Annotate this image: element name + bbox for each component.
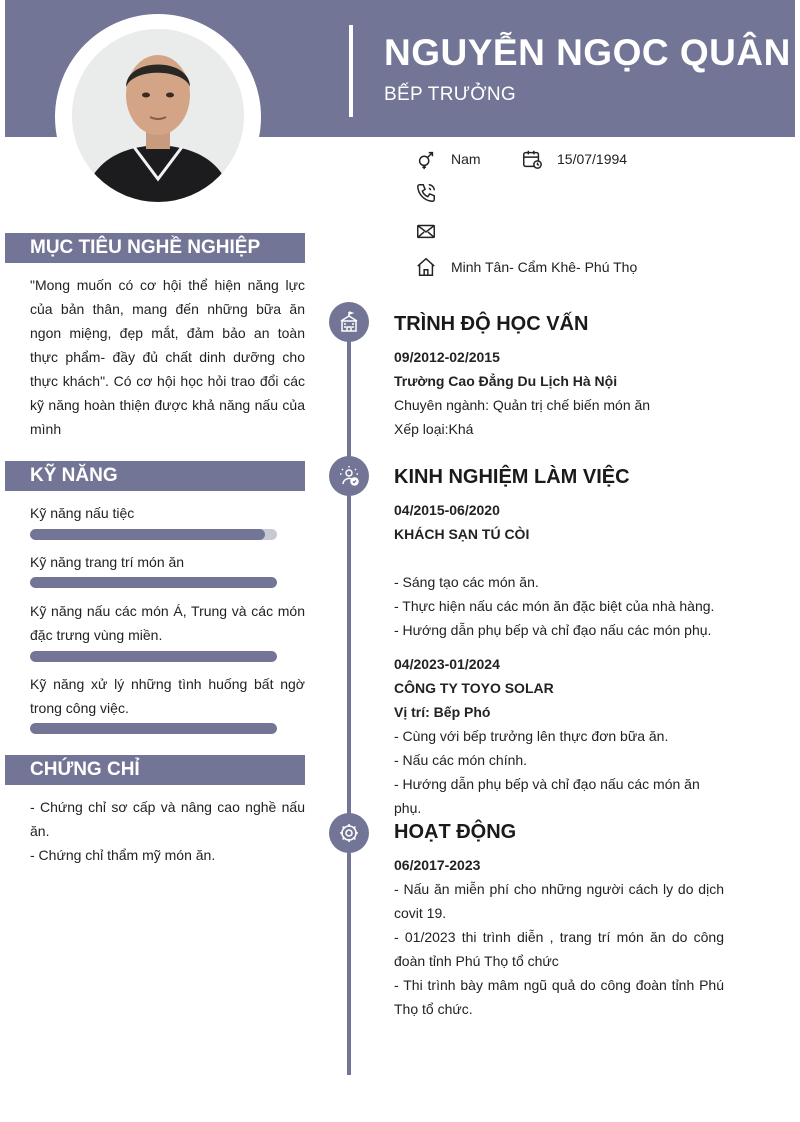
activity-item: - Nấu ăn miễn phí cho những người cách ly do dịch covit 19. bbox=[394, 881, 724, 921]
candidate-name: NGUYỄN NGỌC QUÂN bbox=[384, 32, 791, 73]
education-heading: TRÌNH ĐỘ HỌC VẤN bbox=[394, 313, 589, 335]
birthdate-value: 15/07/1994 bbox=[557, 151, 628, 167]
certificate-item: - Chứng chỉ thẩm mỹ món ăn. bbox=[30, 847, 216, 863]
home-icon bbox=[415, 256, 437, 278]
experience-icon-badge bbox=[329, 456, 369, 496]
skill-bar-fill bbox=[30, 723, 277, 734]
contact-address bbox=[415, 256, 637, 278]
skill-bar-fill bbox=[30, 577, 277, 588]
skill-bar-fill bbox=[30, 651, 277, 662]
skill-label: Kỹ năng xử lý những tình huống bất ngờ trong công việc. bbox=[30, 676, 305, 716]
phone-icon bbox=[415, 182, 437, 204]
skill-label: Kỹ năng nấu các món Á, Trung và các món đặc trưng vùng miền. bbox=[30, 603, 305, 643]
timeline-line bbox=[347, 305, 351, 1075]
job-period: 04/2015-06/2020 bbox=[394, 502, 500, 518]
job-company: CÔNG TY TOYO SOLAR bbox=[394, 680, 554, 696]
activities-period: 06/2017-2023 bbox=[394, 857, 481, 873]
education-school: Trường Cao Đẳng Du Lịch Hà Nội bbox=[394, 373, 618, 389]
job-period: 04/2023-01/2024 bbox=[394, 656, 500, 672]
job-title: BẾP TRƯỞNG bbox=[384, 84, 516, 105]
certificates-heading: CHỨNG CHỈ bbox=[5, 755, 305, 785]
address-value: Minh Tân- Cẩm Khê- Phú Thọ bbox=[451, 259, 638, 275]
job-company: KHÁCH SẠN TÚ CÒI bbox=[394, 526, 530, 542]
activities-heading: HOẠT ĐỘNG bbox=[394, 821, 517, 843]
skills-heading: KỸ NĂNG bbox=[5, 461, 305, 491]
skill-bar bbox=[30, 651, 277, 662]
job-duty: - Sáng tạo các món ăn. bbox=[394, 574, 539, 590]
contact-birthdate bbox=[521, 148, 627, 170]
gender-value: Nam bbox=[451, 151, 481, 167]
experience-heading: KINH NGHIỆM LÀM VIỆC bbox=[394, 466, 630, 488]
education-icon-badge bbox=[329, 302, 369, 342]
objective-heading: MỤC TIÊU NGHỀ NGHIỆP bbox=[5, 233, 305, 263]
education-grade: Xếp loại:Khá bbox=[394, 421, 474, 437]
team-icon bbox=[337, 464, 361, 488]
job-duty: - Thực hiện nấu các món ăn đặc biệt của nhà hàng. bbox=[394, 598, 715, 614]
skill-bar-fill bbox=[30, 529, 265, 540]
job-duty: - Nấu các món chính. bbox=[394, 752, 528, 768]
contact-gender bbox=[415, 148, 481, 170]
skill-label: Kỹ năng nấu tiệc bbox=[30, 505, 135, 521]
education-major: Chuyên ngành: Quản trị chế biến món ăn bbox=[394, 397, 651, 413]
skill-label: Kỹ năng trang trí món ăn bbox=[30, 554, 185, 570]
school-icon bbox=[337, 310, 361, 334]
gender-icon bbox=[415, 148, 437, 170]
activity-item: - 01/2023 thi trình diễn , trang trí món ăn do công đoàn tỉnh Phú Thọ tổ chức bbox=[394, 929, 724, 969]
email-icon bbox=[415, 220, 437, 242]
avatar-photo bbox=[72, 29, 244, 202]
skill-bar bbox=[30, 529, 277, 540]
job-duty: - Hướng dẫn phụ bếp và chỉ đạo nấu các món ăn phụ. bbox=[394, 776, 700, 816]
calendar-icon bbox=[521, 148, 543, 170]
skill-bar bbox=[30, 577, 277, 588]
certificate-item: - Chứng chỉ sơ cấp và nâng cao nghề nấu ăn. bbox=[30, 799, 305, 839]
gear-icon bbox=[337, 821, 361, 845]
skill-bar bbox=[30, 723, 277, 734]
job-duty: - Hướng dẫn phụ bếp và chỉ đạo nấu các món phụ. bbox=[394, 622, 712, 638]
job-duty: - Cùng với bếp trưởng lên thực đơn bữa ăn. bbox=[394, 728, 669, 744]
contact-phone bbox=[415, 182, 451, 204]
activities-icon-badge bbox=[329, 813, 369, 853]
avatar bbox=[72, 29, 244, 202]
job-position: Vị trí: Bếp Phó bbox=[394, 704, 491, 720]
activity-item: - Thi trình bày mâm ngũ quả do công đoàn tỉnh Phú Thọ tổ chức. bbox=[394, 977, 724, 1017]
education-period: 09/2012-02/2015 bbox=[394, 349, 500, 365]
objective-text: "Mong muốn có cơ hội thể hiện năng lực của bản thân, mang đến những bữa ăn ngon miệng, đẹp mắt, đảm bảo an toàn thực phẩm- đầy đủ chất dinh dưỡng cho thực khách". Có cơ hội học hỏi trao đổi các kỹ năng hoàn thiện được khả năng nấu của mình bbox=[30, 277, 305, 437]
header-divider bbox=[349, 25, 353, 117]
contact-email bbox=[415, 220, 451, 242]
